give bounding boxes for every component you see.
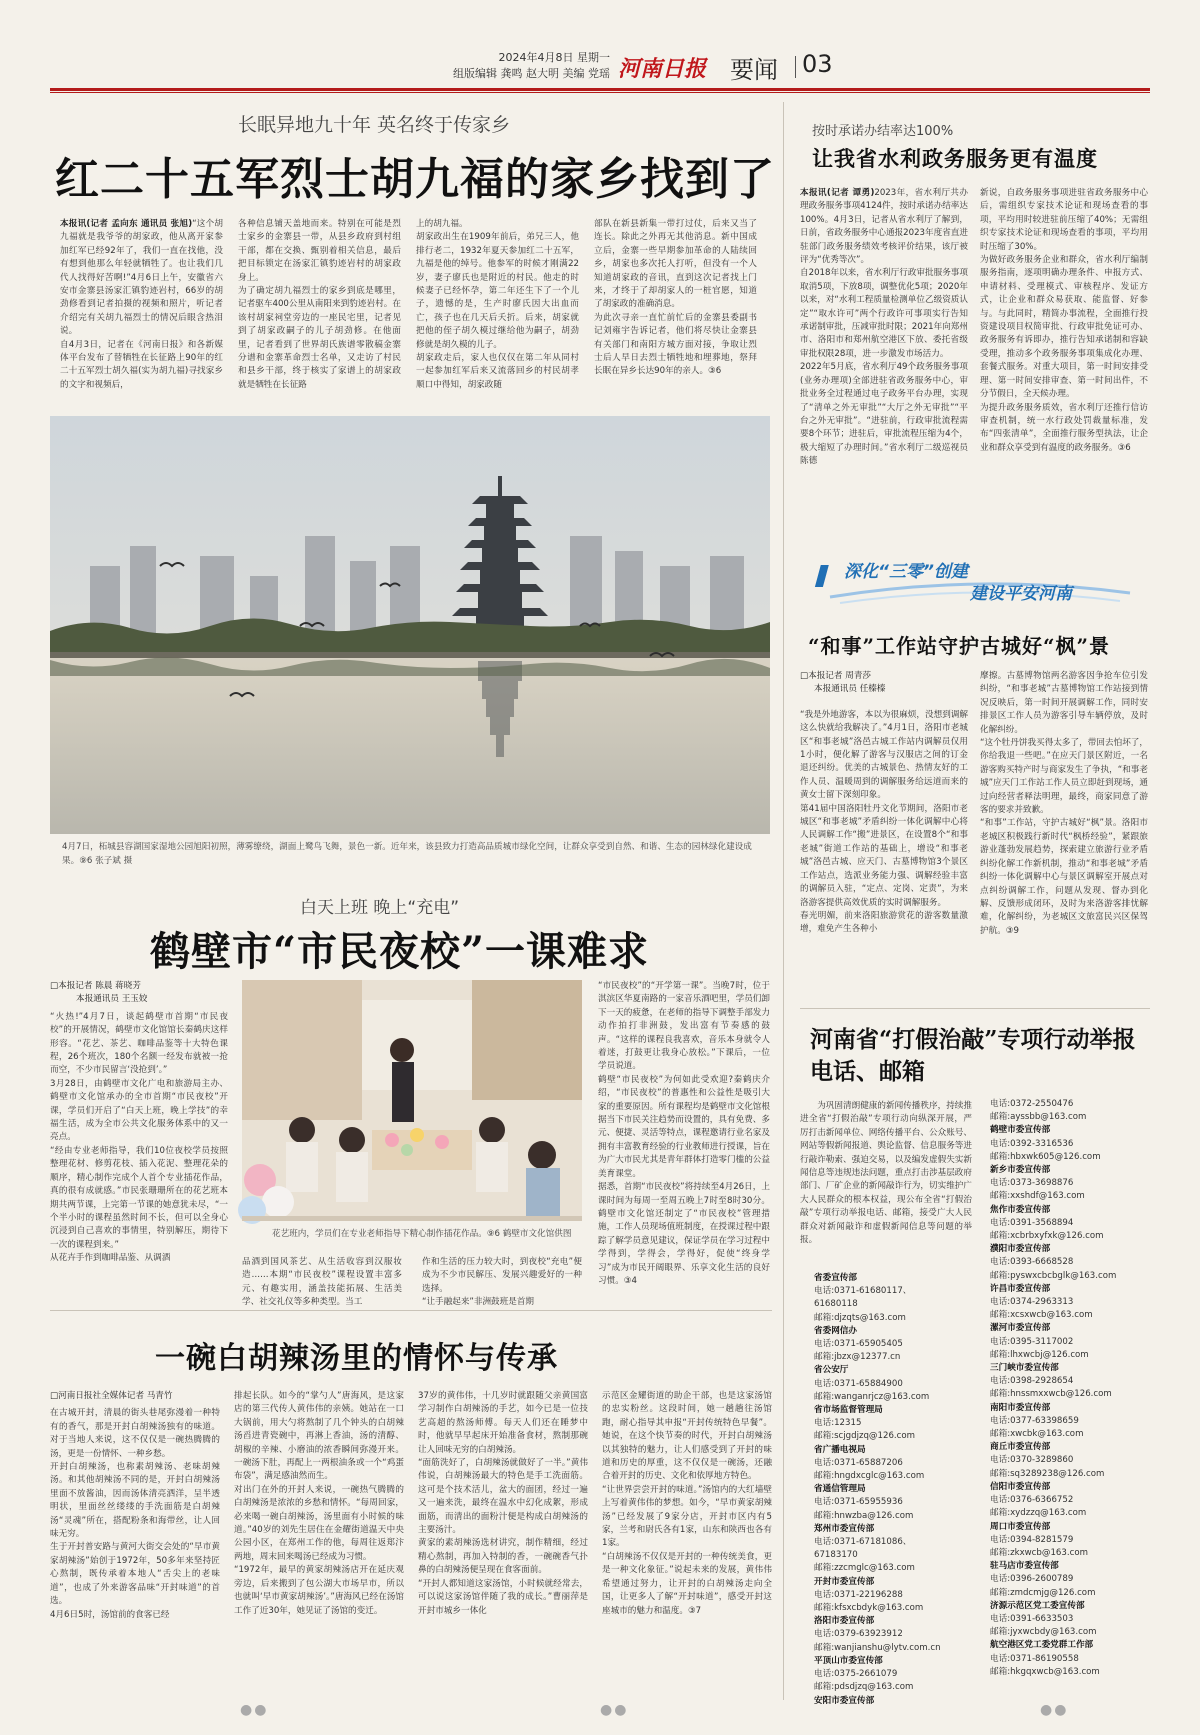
contact-line: 邮箱:kfsxcbdyk@163.com: [814, 1603, 924, 1614]
contact-line: 邮箱:hngdxcglc@163.com: [814, 1471, 925, 1482]
story2-col1: [50, 980, 228, 1290]
contact-line: 邮箱:hnssmxxwcb@126.com: [990, 1389, 1112, 1400]
story1-col2: 各种信息铺天盖地而来。特别在可能是烈士家乡的金寨县一带，从县乡政府到村组干部，都在交换、甄别着相关信息，最后把目标锁定在汤家汇镇豹迹岩村的胡家政身上。 为了确定胡九福烈士的家乡到底是哪里，记者驱车400公里从南阳来到豹迹岩村。在该村胡家祠堂旁边的一座民宅里，记者见到了胡家政嗣子的儿子胡劲修。在他面里，记者看到了世界胡氏族谱零散稿金寨分谱和金寨革命烈士名单，又走访了村民和县乡干部，终于核实了家谱上的胡家政就是牺牲在长征路: [238, 219, 401, 390]
contact-line: 67183170: [814, 1550, 858, 1561]
contact-dept: 济源示范区党工委宣传部: [990, 1600, 1085, 1611]
story2-col2: 品酒到国风茶艺、从生活收容到汉服妆造……本期“市民夜校”课程设置丰富多元、有趣实用，涵盖技能拓展、生活美学、社交礼仪等多种类型。当工: [242, 1257, 402, 1308]
contact-dept: 驻马店市委宣传部: [990, 1561, 1059, 1572]
story2-byline1: □本报记者 陈晨 蒋晓芳: [50, 981, 141, 991]
wetland-photo-caption: 4月7日，柘城县容湖国家湿地公园旭阳初照，薄雾缭绕，湖面上鹭鸟飞舞，景色一新。近年来，该县致力打造高品质城市绿化空间，让群众享受到自然、和谐、生态的园林绿化建设成果。⑨6 张子斌 摄: [62, 842, 752, 866]
page-dots-mid: ●●: [600, 1702, 629, 1718]
contact-dept: 许昌市委宣传部: [990, 1283, 1051, 1294]
contacts-left: [814, 1272, 974, 1706]
story3-body: [50, 1390, 772, 1690]
contact-dept: 焦作市委宣传部: [990, 1204, 1051, 1215]
contact-line: 电话:0391-3568894: [990, 1217, 1074, 1228]
story1-col1-text: “这个胡九福就是我爷爷的胡家政，他从离开家参加红军已经92年了，我们一直在找他，没有想到他那么年轻就牺牲了。也让我们几代人找得好苦啊!”4月6日上午，安徽省六安市金寨县汤家汇镇豹迹岩村，66岁的胡劲修看到记者拍摄的视频和照片，听记者介绍完有关胡九福烈士的情况后眼含热泪说。 自4月3日，记者在《河南日报》和各新媒体平台发布了替牺牲在长征路上90年的红二十五军烈士胡久福(实为胡九福)寻找家乡的文字和视频后，: [60, 219, 223, 390]
story4-col1-text: 2023年，省水利厅共办理政务服务事项4124件，按时承诺办结率达100%。4月3日，记者从省水利厅了解到，日前，省政务服务中心通报2023年度省直进驻部门政务服务绩效考核评价结果，该厅被评为“优秀等次”。 自2018年以来，省水利厅行政审批服务事项取消5项，下放8项，调整优化5项；2020年以来，对“水利工程质量检测单位乙级资质认定”“取水许可”两个行政许可事项实行告知承诺制审批，压减审批时限；2021年向郑州市、洛阳市和郑州航空港区下放、委托省级审批权限28项，进一步激发市场活力。 2022年5月底，省水利厅49个政务服务事项(业务办理项)全部进驻省政务服务中心，审批业务全过程通过电子政务平台办理，实现了“清单之外无审批”“大厅之外无审批”“平台之外无审批”。“进驻前，行政审批流程需要8个环节；进驻后，审批流程压缩为4个，极大缩短了办理时间。”省水利厅二级巡视员陈德: [800, 188, 968, 467]
contact-line: 邮箱:zkxwcb@163.com: [990, 1547, 1088, 1558]
contact-line: 邮箱:hnwzba@126.com: [814, 1510, 914, 1521]
contact-dept: 开封市委宣传部: [814, 1576, 875, 1587]
contact-line: 邮箱:hkgqxwcb@163.com: [990, 1666, 1100, 1677]
story3-col3: 37岁的黄伟伟，十几岁时就跟随父亲黄国富学习制作白胡辣汤的手艺，如今已是一位技艺高超的熬汤师傅。每天人们还在睡梦中时，他就早早起床开始准备食材，熬制那碗让人回味无穷的白胡辣汤。 “面筋洗好了，白胡辣汤就做好了一半。”黄伟伟说，白胡辣汤最大的特色是手工洗面筋。这可是个技术活儿，盆大的面团，经过一遍又一遍来洗，最终在温水中幻化成絮，形成面筋，而清出的面粉汁便是构成白胡辣汤的主要汤汁。 黄家的素胡辣汤选材讲究，制作精细，经过精心熬制，再加入特制的香，一碗碗香气扑鼻的白胡辣汤便呈现在食客面前。 “开封人都知道这家汤馆，小时候就经常去，可以说这家汤馆伴随了我的成长。”曹丽萍是开封市城乡一体化: [418, 1391, 588, 1616]
contact-line: 电话:0398-2928654: [990, 1376, 1074, 1387]
contact-line: 电话:0371-86190558: [990, 1653, 1079, 1664]
contact-line: 邮箱:sq3289238@126.com: [990, 1468, 1105, 1479]
contact-line: 电话:0394-8281579: [990, 1534, 1074, 1545]
contact-line: 电话:0379-63923912: [814, 1629, 903, 1640]
story5-col1-text: “我是外地游客，本以为很麻烦，没想到调解这么快就给我解决了。”4月1日，洛阳市老城区“和事老城”洛邑古城工作站内调解员仅用1小时，便化解了游客与汉服店之间的订金退还纠纷。优美的古城景色、热情友好的工作人员、温暖周到的调解服务给远道而来的黄女士留下深刻印象。 第41届中国洛阳牡丹文化节期间，洛阳市老城区“和事老城”矛盾纠纷一体化调解中心将人民调解工作“搬”进景区，在设置8个“和事老城”街道工作站的基础上，增设“和事老城”洛邑古城、应天门、古墓博物馆3个景区工作站点，选派业务能力强、调解经验丰富的调解员入驻，“定点、定岗、定责”，为来洛游客提供高效优质的实时调解服务。 春光明媚，前来洛阳旅游赏花的游客数量激增，难免产生各种小: [800, 709, 968, 935]
story5-byline2: 本报通讯员 任榛榛: [814, 684, 886, 695]
contact-dept: 商丘市委宣传部: [990, 1442, 1051, 1453]
header-divider: [795, 56, 796, 78]
editors-line: 组版编辑 龚鸣 赵大明 美编 党瑶: [453, 67, 610, 80]
story2-kicker: 白天上班 晚上“充电”: [300, 898, 460, 918]
contact-line: 电话:0395-3117002: [990, 1336, 1074, 1347]
flower-class-caption: 花艺班内，学员们在专业老师指导下精心制作插花作品。⑨6 鹤壁市文化馆供图: [272, 1229, 572, 1239]
contact-dept: 省广播电视局: [814, 1444, 866, 1455]
flower-class-image: [242, 980, 582, 1221]
contact-line: 邮箱:pdsdjzq@163.com: [814, 1682, 914, 1693]
contact-line: 电话:0373-3698876: [990, 1178, 1074, 1189]
story4-byline: 本报讯(记者 谭勇): [800, 188, 875, 198]
story4-body: [800, 187, 1150, 533]
campaign-banner: [820, 553, 1140, 609]
contact-line: 邮箱:jbzx@12377.cn: [814, 1352, 901, 1363]
contact-dept: 漯河市委宣传部: [990, 1323, 1051, 1334]
contact-line: 电话:0371-65905405: [814, 1339, 903, 1350]
story3-col1: [50, 1390, 220, 1686]
contact-line: 邮箱:zmdcmjg@126.com: [990, 1587, 1096, 1598]
contact-line: 电话:0376-6366752: [990, 1495, 1074, 1506]
contact-line: 61680118: [814, 1299, 858, 1310]
issue-date: 2024年4月8日 星期一: [498, 51, 610, 64]
story6-headline: 河南省“打假治敲”专项行动举报电话、邮箱: [810, 1026, 1136, 1085]
story1-byline: 本报讯(记者 孟向东 通讯员 张旭): [60, 219, 193, 229]
story5-col2: 摩擦。古墓博物馆两名游客因争抢车位引发纠纷，“和事老城”古墓博物馆工作站接到情况反映后，第一时间开展调解工作，同时安排景区工作人员为游客引导车辆停放，及时化解纠纷。 “这个牡丹饼我买得太多了，带回去怕坏了，你给我退一些吧。”在应天门景区附近，一名游客购买特产时与商家发生了争执，“和事老城”应天门工作站工作人员立即赶到现场，通过向经营者释法明理，最终，商家同意了游客的要求并致歉。 “和事”工作站，守护古城好“枫”景。洛阳市老城区积极践行新时代“枫桥经验”，紧跟旅游业蓬勃发展趋势，探索建立旅游行业矛盾纠纷化解工作新机制，推动“和事老城”矛盾纠纷一体化调解中心与景区调解室开展点对点纠纷调解工作，问题从发现、督办到化解、反馈形成闭环，及时为来洛游客排忧解难，化解纠纷，为老城区文旅富民兴区保驾护航。③9: [980, 671, 1148, 936]
contacts-right: [990, 1098, 1150, 1698]
story2-col3: 作和生活的压力较大时，到夜校“充电”便成为不少市民解压、发展兴趣爱好的一种选择。 “让手融起来”非洲鼓班是首期: [422, 1257, 582, 1308]
contact-line: 邮箱:pyswxcbcbglk@163.com: [990, 1270, 1117, 1281]
contact-dept: 航空港区党工委党群工作部: [990, 1640, 1094, 1651]
story5-headline: “和事”工作站守护古城好“枫”景: [808, 634, 1111, 658]
contact-dept: 鹤壁市委宣传部: [990, 1125, 1051, 1136]
contact-dept: 濮阳市委宣传部: [990, 1244, 1051, 1255]
story3-top-rule: [50, 1310, 772, 1311]
contact-line: 邮箱:zzcmglc@163.com: [814, 1563, 915, 1574]
contact-line: 电话:0396-2600789: [990, 1574, 1074, 1585]
contact-line: 邮箱:scjgdjzq@126.com: [814, 1431, 916, 1442]
story1-body: [60, 218, 770, 404]
story3-byline: □河南日报社全媒体记者 马青竹: [50, 1391, 173, 1401]
page-dots-right: ●●: [1040, 1702, 1069, 1718]
story5-col1: [800, 670, 968, 996]
story1-col4: 部队在新县新集一带打过仗，后来又当了连长。除此之外再无其他消息。新中国成立后，金寨一些早期参加革命的人陆续回乡，胡家也多次托人打听，但没有一个人知道胡家政的音讯，直到这次记者找上门来，才终于了却胡家人的一桩官愿，知道了胡家政的准确消息。 为此次寻亲一直忙前忙后的金寨县委副书记刘雍宇告诉记者，他们将尽快让金寨县有关部门和南阳方城方面对接，争取让烈士后人早日去烈士牺牲地和埋葬地，祭拜长眠在异乡长达90年的亲人。③6: [594, 219, 757, 377]
story3-col2: 排起长队。如今的“掌勺人”唐海风，是这家店的第三代传人黄伟伟的亲姨。她站在一口大锅前，用大勺将熬制了几个钟头的白胡辣汤舀进青瓷碗中，再淋上香油，汤的清醇、胡椒的辛辣、小磨油的浓香瞬间弥漫开来。一碗汤下肚，再配上一两根油条或一个“鸡蛋布袋”，满足感油然而生。 对出门在外的开封人来说，一碗热气腾腾的白胡辣汤是浓浓的乡愁和情怀。“每周回家，必来喝一碗白胡辣汤，汤里面有小时候的味道。”40岁的刘先生居住在金耀街道温天中央公园小区，在郑州工作的他，每周往返郑汴两地，周末回来喝汤已经成为习惯。 “1972年，最早的黄家胡辣汤店开在延庆观旁边，后来搬到了包公湖大市场早市，所以也就叫‘早市黄家胡辣汤’。”唐海风已经在汤馆工作了近30年，她见证了汤馆的变迁。: [234, 1391, 404, 1616]
contact-dept: 三门峡市委宣传部: [990, 1363, 1059, 1374]
section-name: 要闻: [730, 56, 778, 84]
contact-line: 电话:0371-61680117、: [814, 1286, 912, 1297]
contact-line: 邮箱:xxshdf@163.com: [990, 1191, 1085, 1202]
page-number: 03: [802, 50, 833, 78]
contact-line: 邮箱:xwcbk@163.com: [990, 1429, 1084, 1440]
contact-dept: 安阳市委宣传部: [814, 1695, 875, 1706]
contact-dept: 省委网信办: [814, 1325, 857, 1336]
contact-line: 邮箱:wanganrjcz@163.com: [814, 1391, 930, 1402]
story6-top-rule: [800, 1008, 1150, 1009]
contact-line: 电话:0371-67181086、: [814, 1537, 912, 1548]
wetland-park-photo: [50, 416, 770, 834]
header-rule: [50, 88, 1150, 91]
contact-line: 邮箱:hbxwk605@126.com: [990, 1151, 1101, 1162]
contact-line: 电话:0392-3316536: [990, 1138, 1074, 1149]
story3-col1-text: 在古城开封，清晨的街头巷尾弥漫着一种特有的香气，那是开封白胡辣汤独有的味道。对于当地人来说，这不仅仅是一碗热腾腾的汤，更是一份情怀、一种乡愁。 开封白胡辣汤，也称素胡辣汤、老味胡辣汤。和其他胡辣汤不同的是，开封白胡辣汤里面不放酱油，因而汤体清亮洒洋，呈半透明状，里面丝丝缕缕的手洗面筋是白胡辣汤“灵魂”所在，搭配粉条和海带丝，让人回味无穷。 生于开封普安路与黄河大街交会处的“早市黄家胡辣汤”始创于1972年，50多年来坚持匠心熬制，既传承着本地人“舌尖上的老味道”，也成了外来游客品味“开封味道”的首选。 4月6日5时，汤馆前的食客已经: [50, 1408, 220, 1620]
contact-dept: 省公安厅: [814, 1365, 849, 1376]
story1-kicker: 长眠异地九十年 英名终于传家乡: [238, 114, 511, 136]
story4-col1: [800, 187, 968, 533]
story2-headline: 鹤壁市“市民夜校”一课难求: [150, 928, 650, 975]
contact-line: 电话:12315: [814, 1418, 862, 1429]
story2-col4: “市民夜校”的“开学第一课”。当晚7时，位于淇滨区华夏南路的一家音乐酒吧里，学员们卸下一天的疲惫，在老师的指导下调整手部发力动作拍打非洲鼓，发出富有节奏感的鼓声。“这样的课程良我喜欢，音乐本身就令人着迷，打鼓更让我身心放松。”下课后，一位学员说道。 鹤壁“市民夜校”为何如此受欢迎?秦鹤庆介绍，“市民夜校”的普惠性和公益性是吸引大家的重要原因。所有课程均是鹤壁市文化馆根据当下市民关注趋势而设置的，具有免费、多元、便捷、灵活等特点，课程邀请行业名家及拥有丰富教育经验的行业教师进行授课，旨在为广大市民尤其是青年群体打造零门槛的公益美育课堂。 据悉，首期“市民夜校”将持续至4月26日，上课时间为每周一至周五晚上7时至8时30分。鹤壁市文化馆还制定了“市民夜校”管理措施，工作人员现场值班制度，在授课过程中跟踪了解学员意见建议，保证学员在学习过程中学得到，学得会，学得好，促使“终身学习”成为市民开阔眼界、乐享文化生活的良好习惯。③4: [598, 981, 770, 1286]
contact-line: 邮箱:djzqts@163.com: [814, 1312, 906, 1323]
flower-class-photo: [242, 980, 582, 1221]
story2-col1-text: “火热!”4月7日，谈起鹤壁市首期“市民夜校”的开展情况，鹤壁市文化馆馆长秦鹤庆这样形容。“花艺、茶艺、咖啡品鉴等十大特色课程，26个班次，180个名额一经发布就被一抢而空，不少市民留言‘没抢到’。” 3月28日，由鹤壁市文化广电和旅游局主办、鹤壁市文化馆承办的全市首期“市民夜校”开课，学员们开启了“白天上班，晚上学技”的幸福生活，成为全市公共文化服务体系中的又一亮点。 “经由专业老师指导，我们10位夜校学员按照整理花材、修剪花枝、插入花泥、整理花朵的顺序，精心制作完成个人首个专业插花作品，真的很有成就感。”市民张珊珊所在的花艺班本期共两节课，上完第一节课的她意犹未尽，“一个半小时的课程虽然时间不长，但可以全身心沉浸到自己喜欢的事情里，特别解压，期待下一次的课程到来。” 从花卉手作到咖啡品鉴、从调酒: [50, 1011, 228, 1264]
story6-intro: 为巩固清朗健康的新闻传播秩序，持续推进全省“打假治敲”专项行动向纵深开展，严厉打击新闻单位、网络传播平台、公众账号、网站等假新闻报道、舆论监督、信息服务等进行敲诈勒索、强迫交易，以及编发虚假失实新闻信息等违规违法问题，重点打击涉基层政府部门、厂矿企业的新闻敲诈行为，切实维护广大人民群众的根本权益，现公布全省“打假治敲”专项行动举报电话、邮箱，接受广大人民群众对新闻敲诈和虚假新闻信息等问题的举报。: [800, 1101, 972, 1246]
contact-line: 电话:0371-65955936: [814, 1497, 903, 1508]
pagoda-lake-image: [50, 416, 770, 834]
contact-line: 邮箱:xcbrbxyfxk@126.com: [990, 1231, 1104, 1242]
story5-byline1: □本报记者 周青莎: [800, 671, 872, 681]
contact-line: 邮箱:ayssbb@163.com: [990, 1112, 1087, 1123]
contact-line: 邮箱:wanjianshu@lytv.com.cn: [814, 1642, 941, 1653]
story4-kicker: 按时承诺办结率达100%: [812, 124, 954, 139]
story1-headline: 红二十五军烈士胡九福的家乡找到了: [55, 154, 775, 205]
page-dots-left: ●●: [240, 1702, 269, 1718]
contact-line: 电话:0371-22196288: [814, 1589, 903, 1600]
story3-col4: 示范区金耀街道的助企干部，也是这家汤馆的忠实粉丝。这段时间，她一趟趟往汤馆跑，耐心指导其申报“开封传统特色早餐”。她说，在这个快节奏的时代，开封白胡辣汤以其独特的魅力，让人们感受到了开封的味道和历史的厚重，这不仅仅是一碗汤，还融合着开封的历史、文化和依厚地方特色。 “让世界尝尝开封的味道。”汤馆内的大红墙壁上写着黄伟伟的梦想。如今，“早市黄家胡辣汤”已经发展了9家分店，开封市区内有5家，兰考和尉氏各有1家，山东和陕西也各有1家。 “白胡辣汤不仅仅是开封的一种传统美食，更是一种文化象征。”说起未来的发展，黄伟伟希望通过努力，让开封的白胡辣汤走向全国，让更多人了解“开封味道”，感受开封这座城市的魅力和温度。③7: [602, 1391, 772, 1616]
banner-line2: 建设平安河南: [970, 584, 1072, 604]
story5-body: [800, 670, 1150, 1000]
story1-col1: [60, 218, 223, 404]
story4-col2: 新说，自政务服务事项进驻省政务服务中心后，需组织专家技术论证和现场查看的事项，平均用时较进驻前压缩了40%；无需组织专家技术论证和现场查看的事项，平均用时压缩了30%。 为做好政务服务企业和群众，省水利厅编制服务指南，逐项明确办理条件、申报方式、申请材料、受理模式、审核程序、发证方式，让企业和群众易获取、能监督、好参与。与此同时，精简办事流程，全面推行投资建设项目权简审批、行政审批免证可办、政务服务有诉即办，推行告知承诺制和容缺受理，推动多个政务服务事项集成化办理、套餐式服务。对重大项目，第一时间安排受理、第一时间安排审查、第一时间出件，不分节假日，全天候办理。 为提升政务服务质效，省水利厅还推行信访审查机制，统一水行政处罚裁量标准，发布“四张清单”，全面推行服务型执法，让企业和群众享受到有温度的政务服务。③6: [980, 188, 1148, 453]
contact-line: 邮箱:xcsxwcb@163.com: [990, 1310, 1093, 1321]
contact-line: 邮箱:lhxwcbj@126.com: [990, 1349, 1089, 1360]
contact-dept: 新乡市委宣传部: [990, 1165, 1051, 1176]
contact-line: 电话:0393-6668528: [990, 1257, 1074, 1268]
contact-line: 电话:0370-3289860: [990, 1455, 1074, 1466]
contact-line: 电话:0377-63398659: [990, 1415, 1079, 1426]
contact-line: 电话:0371-65887206: [814, 1457, 903, 1468]
contact-dept: 周口市委宣传部: [990, 1521, 1051, 1532]
story1-col3: 上的胡九福。 胡家政出生在1909年前后，弟兄三人，他排行老二，1932年夏天参加红二十五军，九福是他的绰号。他参军的时候才刚满22岁，妻子廖氏也是附近的村民。他走的时候妻子已经怀孕，第二年还生下了一个儿子，遗憾的是，生产时廖氏因大出血而亡，孩子也在几天后夭折。后来，胡家就把他的侄子胡久模过继给他为嗣子，胡劲修就是胡久模的儿子。 胡家政走后，家人也仅仅在第二年从同村一起参加红军后来又流落回乡的村民胡孝顺口中得知，胡家政随: [416, 219, 579, 390]
contact-dept: 省委宣传部: [814, 1273, 857, 1283]
contact-line: 电话:0374-2963313: [990, 1297, 1074, 1308]
page-header: [50, 40, 1150, 90]
contact-dept: 信阳市委宣传部: [990, 1481, 1051, 1492]
story3-headline: 一碗白胡辣汤里的情怀与传承: [155, 1341, 558, 1376]
contact-line: 邮箱:jyxwcbdy@163.com: [990, 1627, 1097, 1638]
contact-line: 电话:0371-65884900: [814, 1378, 903, 1389]
contact-dept: 平顶山市委宣传部: [814, 1655, 883, 1666]
contact-dept: 省通信管理局: [814, 1484, 866, 1495]
story4-headline: 让我省水利政务服务更有温度: [812, 146, 1098, 171]
contact-dept: 南阳市委宣传部: [990, 1402, 1051, 1413]
contact-dept: 省市场监督管理局: [814, 1405, 883, 1416]
contact-dept: 郑州市委宣传部: [814, 1523, 875, 1534]
banner-line1: 深化“三零”创建: [844, 562, 968, 582]
header-rule-thin: [50, 92, 1150, 93]
contact-line: 电话:0391-6633503: [990, 1613, 1074, 1624]
story2-byline2: 本报通讯员 王玉姣: [76, 994, 148, 1005]
paper-logo: 河南日报: [618, 56, 707, 82]
contact-line: 邮箱:xydzzq@163.com: [990, 1508, 1087, 1519]
contact-line: 电话:0372-2550476: [990, 1099, 1074, 1109]
column-divider: [783, 102, 784, 1700]
contact-dept: 洛阳市委宣传部: [814, 1616, 875, 1627]
story2-body: [50, 980, 772, 1308]
contact-line: 电话:0375-2661079: [814, 1669, 898, 1680]
